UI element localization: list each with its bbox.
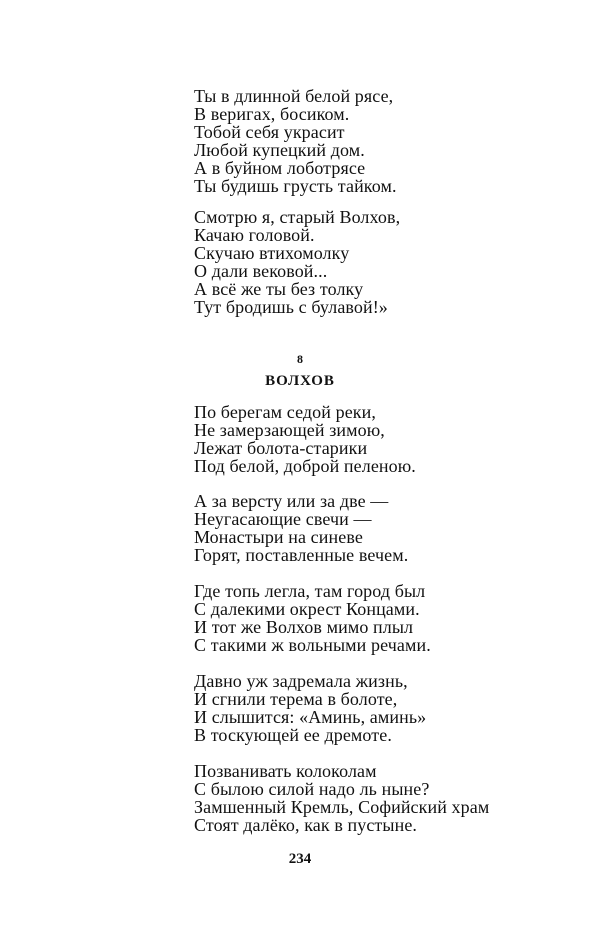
- poem-line: Качаю головой.: [194, 225, 315, 245]
- poem-line: Тут бродишь с булавой!»: [194, 297, 388, 317]
- page-number: 234: [288, 851, 312, 867]
- stanza: [194, 672, 426, 744]
- poem-line: А за версту или за две —: [194, 491, 389, 511]
- stanza: [194, 208, 400, 316]
- section-title: ВОЛХОВ: [265, 373, 335, 389]
- poem-line: И сгнили терема в болоте,: [194, 689, 398, 709]
- stanza: [194, 762, 489, 834]
- poem-line: Замшенный Кремль, Софийский храм: [194, 797, 490, 817]
- stanza: [194, 492, 408, 564]
- poem-line: И тот же Волхов мимо плыл: [194, 617, 414, 637]
- poem-line: Стоят далёко, как в пустыне.: [194, 815, 418, 835]
- poem-line: Позванивать колоколам: [194, 761, 377, 781]
- poem-line: Смотрю я, старый Волхов,: [194, 207, 401, 227]
- stanza: [194, 87, 397, 195]
- poem-line: Любой купецкий дом.: [194, 140, 365, 160]
- poem-line: С далекими окрест Концами.: [194, 599, 420, 619]
- poem-line: О дали вековой...: [194, 261, 328, 281]
- section-number: 8: [297, 352, 303, 366]
- poem-line: Ты будишь грусть тайком.: [194, 176, 397, 196]
- poem-line: Монастыри на синеве: [194, 527, 363, 547]
- poem-line: Скучаю втихомолку: [194, 243, 350, 263]
- poem-line: Ты в длинной белой рясе,: [194, 86, 394, 106]
- poem-line: И слышится: «Аминь, аминь»: [194, 707, 427, 727]
- poem-line: Горят, поставленные вечем.: [194, 545, 409, 565]
- poem-line: Неугасающие свечи —: [194, 509, 372, 529]
- poem-line: По берегам седой реки,: [194, 402, 376, 422]
- poem-line: С былою силой надо ль ныне?: [194, 779, 430, 799]
- poem-line: Где топь легла, там город был: [194, 581, 426, 601]
- poem-line: В веригах, босиком.: [194, 104, 350, 124]
- poem-line: Под белой, доброй пеленою.: [194, 456, 416, 476]
- poem-line: Не замерзающей зимою,: [194, 420, 385, 440]
- poem-line: С такими ж вольными речами.: [194, 635, 431, 655]
- poem-line: Лежат болота-старики: [194, 438, 368, 458]
- poem-line: Давно уж задремала жизнь,: [194, 671, 408, 691]
- poem-line: В тоскующей ее дремоте.: [194, 725, 392, 745]
- poem-line: Тобой себя украсит: [194, 122, 345, 142]
- stanza: [194, 582, 431, 654]
- poem-line: А в буйном лоботрясе: [194, 158, 366, 178]
- poem-line: А всё же ты без толку: [194, 279, 364, 299]
- stanza: [194, 403, 416, 475]
